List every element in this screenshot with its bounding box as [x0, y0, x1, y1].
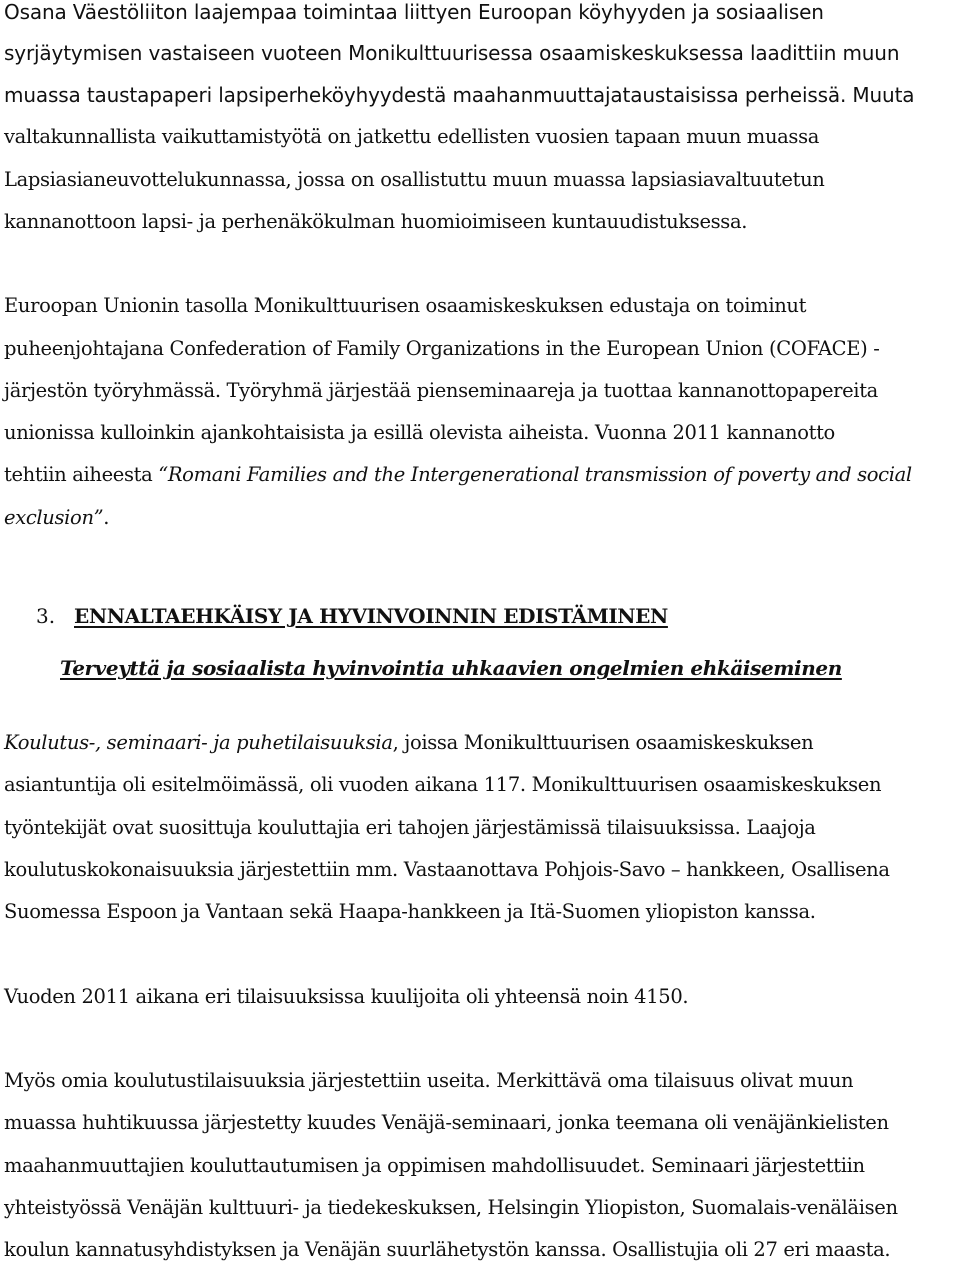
text-line: Osana Väestöliiton laajempaa toimintaa liittyen Euroopan köyhyyden ja sosiaalisen	[4, 0, 824, 24]
italic-quote: “Romani Families and the Intergenerational transmission of poverty and social	[158, 463, 912, 486]
text-line: puheenjohtajana Confederation of Family Organizations in the European Union (COFACE) -	[4, 337, 880, 360]
text-line: Vuoden 2011 aikana eri tilaisuuksissa kuulijoita oli yhteensä noin 4150.	[4, 985, 689, 1008]
italic-span: Koulutus-, seminaari- ja puhetilaisuuksia	[4, 731, 393, 754]
text-line: muassa taustapaperi lapsiperheköyhyydestä maahanmuuttajataustaisissa perheissä. Muuta	[4, 83, 915, 107]
text-line	[4, 465, 912, 485]
text-line: yhteistyössä Venäjän kulttuuri- ja tiedekeskuksen, Helsingin Yliopiston, Suomalais-venäläisen	[4, 1196, 898, 1219]
text-line: työntekijät ovat suosittuja kouluttajia eri tahojen järjestämissä tilaisuuksissa. Laajoja	[4, 816, 816, 839]
text-span: tehtiin aiheesta	[4, 463, 159, 486]
text-line: Suomessa Espoon ja Vantaan sekä Haapa-hankkeen ja Itä-Suomen yliopiston kanssa.	[4, 900, 816, 923]
italic-quote: exclusion”	[4, 506, 104, 529]
text-span: .	[103, 506, 110, 529]
text-line: Euroopan Unionin tasolla Monikulttuurisen osaamiskeskuksen edustaja on toiminut	[4, 294, 807, 317]
text-line: koulun kannatusyhdistyksen ja Venäjän suurlähetystön kanssa. Osallistujia oli 27 eri maasta.	[4, 1238, 891, 1261]
text-line: Myös omia koulutustilaisuuksia järjestettiin useita. Merkittävä oma tilaisuus olivat muun	[4, 1069, 854, 1092]
text-line: järjestön työryhmässä. Työryhmä järjestää pienseminaareja ja tuottaa kannanottopapereita	[4, 379, 878, 402]
text-line	[4, 733, 813, 753]
text-line: koulutuskokonaisuuksia järjestettiin mm. Vastaanottava Pohjois-Savo – hankkeen, Osallisena	[4, 858, 890, 881]
text-line	[4, 508, 109, 528]
text-line: syrjäytymisen vastaiseen vuoteen Monikulttuurisessa osaamiskeskuksessa laadittiin muun	[4, 41, 900, 65]
section-title: ENNALTAEHKÄISY JA HYVINVOINNIN EDISTÄMINEN	[74, 604, 668, 628]
section-heading	[36, 604, 668, 628]
text-span: , joissa Monikulttuurisen osaamiskeskuksen	[392, 731, 814, 754]
section-subtitle: Terveyttä ja sosiaalista hyvinvointia uhkaavien ongelmien ehkäiseminen	[60, 656, 842, 680]
section-number: 3.	[36, 604, 56, 628]
text-line: Lapsiasianeuvottelukunnassa, jossa on osallistuttu muun muassa lapsiasiavaltuutetun	[4, 168, 825, 191]
text-line: unionissa kulloinkin ajankohtaisista ja esillä olevista aiheista. Vuonna 2011 kannanotto	[4, 421, 835, 444]
text-line: maahanmuuttajien kouluttautumisen ja oppimisen mahdollisuudet. Seminaari järjestettiin	[4, 1154, 865, 1177]
text-line: kannanottoon lapsi- ja perhenäkökulman huomioimiseen kuntauudistuksessa.	[4, 210, 748, 233]
text-line: asiantuntija oli esitelmöimässä, oli vuoden aikana 117. Monikulttuurisen osaamiskeskuksen	[4, 773, 882, 796]
text-line: muassa huhtikuussa järjestetty kuudes Venäjä-seminaari, jonka teemana oli venäjänkielisten	[4, 1111, 889, 1134]
text-line: valtakunnallista vaikuttamistyötä on jatkettu edellisten vuosien tapaan muun muassa	[4, 125, 820, 148]
